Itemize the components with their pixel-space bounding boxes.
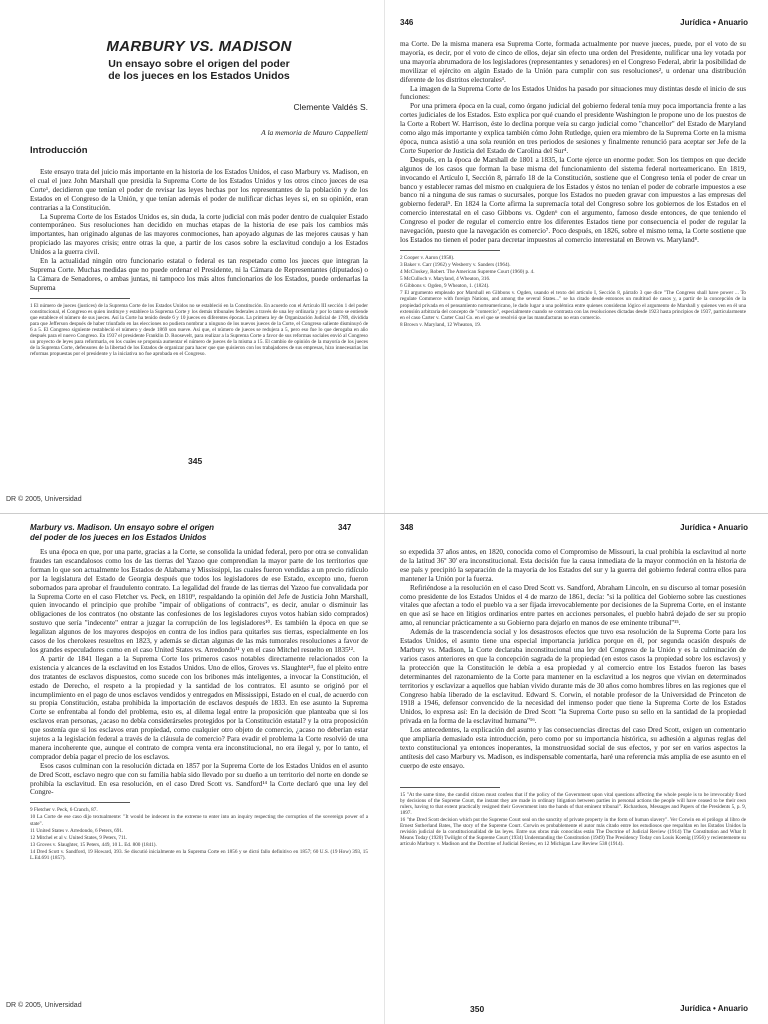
paragraph: Refiriéndose a la resolución en el caso Dred Scott vs. Sandford, Abraham Lincoln, en su discurso al tomar posesión como presidente de los Estados Unidos el 4 de marzo de 1861, decía: "si la política del Gobierno sobre las cuestiones vitales que afectan a todo el pueblo va a ser fijada irrevocablemente por decisiones de la Suprema Corte, en el instante en que así se hace en litigios ordinarios entre partes en acciones personales, el pueblo habrá dejado de ser su propio amo, al renunciar prácticamente a su Gobierno para dejarlo en manos de ese eminente tribunal"¹⁵. xyxy=(400,583,746,628)
footnote: 11 United States v. Arredondo, 6 Peters, 691. xyxy=(30,827,124,834)
footnote: 2 Cooper v. Aaron (1958). xyxy=(400,254,455,261)
footnote-rule xyxy=(30,298,130,299)
footnote-rule xyxy=(400,250,500,251)
footnote: 6 Gibbons v. Ogden, 9 Wheaton, 1. (1824). xyxy=(400,283,490,290)
running-head: Jurídica • Anuario xyxy=(680,1004,748,1013)
page-number: 348 xyxy=(400,523,414,532)
paragraph: La imagen de la Suprema Corte de los Estados Unidos ha pasado por situaciones muy distintas desde el inicio de sus funciones: xyxy=(400,84,746,102)
paragraph: Además de la trascendencia social y los desastrosos efectos que tuvo esa resolución de la Suprema Corte para los Estados Unidos, el asunto tiene una especial importancia jurídica porque en él, por segunda ocasión después de Marbury vs. Madison, la Corte declaraba inconstitucional una ley del Congreso de la Unión y es la culminación de varios casos anteriores en que la concepción sagrada de la propiedad (en estos casos la propiedad sobre los esclavos) y la protección que la Constitución le debía a esa propiedad y al comercio entre los Estados fueron las bases determinantes del razonamiento de la Corte para mantener en la esclavitud a los negros que vivían en determinados territorios y esclavizar a aquellos que habían vivido durante más de 30 años como hombres libres en las regiones que el Congreso había liberado de la esclavitud. Edward S. Corwin, el notable profesor de la Universidad de Princeton de 1918 a 1946, defensor convencido de la necesidad del inmenso poder que tiene la Suprema Corte de los Estados Unidos, lo expresa así: En la decisión de Dred Scott "la Suprema Corte puso su sello en la santidad de la propiedad privada en la forma de la esclavitud humana"¹⁶. xyxy=(400,628,746,726)
paragraph: Los antecedentes, la explicación del asunto y las consecuencias directas del caso Dred Scott, exigen un comentario que ampliaría demasiado esta introducción, pero como por su importancia histórica, su adhesión a algunas reglas del texto constitucional ya entonces inoperantes, la monstruosidad social de sus efectos, y por ser en varios aspectos la antítesis del caso Marbury vs. Madison, es indispensable comentarla, haré una referencia más amplia de ese asunto en el cuerpo de este ensayo. xyxy=(400,726,746,770)
running-head: Jurídica • Anuario xyxy=(680,18,748,27)
author: Clemente Valdés S. xyxy=(293,102,368,112)
footnote: 14 Dred Scott v. Sandford, 19 Howard, 393. Se discutió inicialmente en la Suprema Corte en 1856 y se dictó fallo definitivo en 1857; 60 U.S. (19 How) 393, 15 L.Ed.691 (1857). xyxy=(30,848,368,862)
page-345 xyxy=(30,30,368,470)
paragraph: Este ensayo trata del juicio más importante en la historia de los Estados Unidos, el caso Marbury vs. Madison, en el cual el juez John Marshall que presidía la Suprema Corte de los Estados Unidos y los otros cinco jueces de esa Corte¹, decidieron que tenían el poder de revisar las leyes hechas por los representantes de la población y de los Estados en el Congreso de la Unión, y que tenían además el poder de nulificar dichas leyes si, en su opinión, eran contrarias a la Constitución. xyxy=(30,168,368,212)
page-number: 346 xyxy=(400,18,414,27)
running-head-line-2: del poder de los jueces en los Estados Unidos xyxy=(30,533,207,542)
footnote: 10 La Corte de ese caso dijo textualmente: "It would be indecent in the extreme to enter into an inquiry respecting the corruption of the sovereign power of a state". xyxy=(30,814,368,827)
article-subtitle-line-1: Un ensayo sobre el origen del poder xyxy=(108,58,290,70)
paragraph: ma Corte. De la misma manera esa Suprema Corte, formada actualmente por nueve jueces, puede, por el voto de su mayoría, es decir, por el voto de cinco de ellos, dejar sin efecto una orden del Presidente, nulificar una ley votada por una mayoría abrumadora de los legisladores (representantes y senadores) en el Congreso Federal, abrir la posibilidad de movilizar el ejército en algún Estado de la Unión para cumplir con sus resoluciones², u ordenar una distribución diferente de los distritos electorales³. xyxy=(400,40,746,84)
section-heading: Introducción xyxy=(30,145,88,156)
footnote: 13 Groves v. Slaughter, 15 Peters, 449, 10 L. Ed. 800 (1841). xyxy=(30,841,157,848)
page-number: 345 xyxy=(188,456,203,466)
page-number: 347 xyxy=(338,523,352,532)
page-346 xyxy=(400,40,746,470)
paragraph: La Suprema Corte de los Estados Unidos es, sin duda, la corte judicial con más poder dentro de cualquier Estado contemporáneo. Sus resoluciones han decidido en muchas etapas de la historia de ese país los cambios más importantes, han originado algunas de las mayores conmociones, han apoyado algunas de las mejores causas y han propiciado las mayores crisis; entre otras la que, a partir de los casos sobre la esclavitud condujo a los Estados Unidos a la guerra civil. xyxy=(30,212,368,257)
paragraph: Esos casos culminan con la resolución dictada en 1857 por la Suprema Corte de los Estados Unidos en el asunto de Dred Scott, esclavo negro que con su familia había sido llevado por su dueño a un territorio del norte en donde se prohibía la esclavitud. En esa resolución, en el caso Dred Scott vs. Sandford¹⁴ la Corte declaró que una ley del Congre- xyxy=(30,761,368,797)
dedication: A la memoria de Mauro Cappelletti xyxy=(261,128,368,137)
footnote: 4 McCloskey, Robert. The American Supreme Court (1960) p. 4. xyxy=(400,269,535,276)
paragraph: A partir de 1841 llegan a la Suprema Corte los primeros casos notables directamente relacionados con la existencia y alcances de la esclavitud en los Estados Unidos. Uno de ellos, Groves vs. Slaughter¹³, fue el pleito entre dos tratantes de esclavos dispuestos, como sucede con los bribones más inteligentes, a invocar la Constitución, el estado de Derecho, el respeto a la propiedad y la santidad de los contratos. El asunto se originó por el incumplimiento en el pago de unos esclavos vendidos y entregados en Mississippi, Estado en el cual, de acuerdo con su propia Constitución, estaba prohibida la importación de esclavos después de 1833. En ese asunto la Suprema Corte se enfrentaba al fondo del problema, esto es, al dilema legal entre la proposición que planteaba que si los esclavos eran personas, ¿acaso no debía considerárseles protegidos por la Constitución estatal? y la otra proposición que sostenía que si los esclavos eran propiedad, como cualquier otro objeto de comercio, ¿acaso no deberían estar sujetos a la legislación federal a través de la cláusula de comercio? Para evadir el problema la Corte resolvió de una manera incoherente que, aunque el contrato de compra venta era inconstitucional, no era ilegal y, por lo tanto, el comprador debía pagar el precio de los esclavos. xyxy=(30,654,368,761)
footnote: 9 Fletcher v. Peck, 6 Cranch, 87. xyxy=(30,807,98,814)
paragraph: Después, en la época de Marshall de 1801 a 1835, la Corte ejerce un enorme poder. Son los tiempos en que decide algunos de los casos que forman la base misma del funcionamiento del sistema federal norteamericano. En 1819, invocando el Artículo I, Sección 8, párrafo 18 de la Constitución, sostiene que el Congreso tenía el poder de crear un banco y establecer ramas del mismo en cualquiera de los Estados y éstos no tenían el poder de cobrarle impuestos a ese banco ni a ninguna de sus ramas o sucursales, porque los Estados no pueden gravar con impuestos a las empresas del gobierno federal⁵. En 1824 la Corte afirma la supremacía total del Congreso sobre los gobiernos de los Estados en el comercio interestatal en el caso Gibbons vs. Ogden⁶ con el argumento, famoso desde entonces, de que teniendo el Congreso el poder de regular el comercio entre los diferentes Estados tiene por consecuencia el poder de regular la navegación, puesto que la navegación es comercio⁷. Poco después, en 1826, sobre el mismo tema, la Corte sostiene que los Estados no tienen el poder para decretar impuestos al comercio interestatal en Brown vs. Maryland⁸. xyxy=(400,155,746,244)
copyright-note: DR © 2005, Universidad xyxy=(6,1002,82,1009)
footnote: 16 "the Dred Scott decision which put the Supreme Court seal on the sanctity of private property in the form of human slavery". Ver Corwin en el prólogo al libro de Ernest Sutherland Bates, The story of the Supreme Court. Corwin es probablemente el autor más citado entre los estudiosos que respaldan en los Estados Unidos la revisión judicial de la constitucionalidad de las leyes. Entre sus obras más conocidas están The Doctrine of Judicial Review (1914) The Constitution and What It Means Today (1920) Twilight of the Supreme Court (1934) Understanding the Constitution (1949) The Presidency Today con Louis Koenig (1956) y recientemente su artículo Marbury v. Madison and the Doctrine of Judicial Review, en 12 Michigan Law Review 538 (1914). xyxy=(400,817,746,848)
page-number: 350 xyxy=(470,1004,485,1014)
footnote: 1 El número de jueces (justices) de la Suprema Corte de los Estados Unidos no se estableció en la Constitución. En acuerdo con el Artículo III sección 1 del poder constitucional, el Congreso es quien instituye y establece la Suprema Corte y los demás tribunales federales a través de una ley ordinaria y por lo tanto se entiende que establece el número de sus jueces. Así la Corte ha tenido desde 6 y 10 jueces en diferentes épocas. La primera ley de Organización Judicial de 1789, dividida para que Jefferson después de haber triunfado en las elecciones no pudiera nombrar a ninguno de los nuevos jueces de la Corte, el Congreso saliente disminuyó de 6 a 5. El Congreso siguiente restableció el número y desde 1869 son nueve. Así que, el número de jueces se redujera a 5, pero eso fue lo que derogaba en año después para el nuevo Congreso. En 1937 el presidente Franklin D. Roosevelt, para realizar a la Suprema Corte a favor de sus reformas sociales envió al Congreso un proyecto de leyes para reformarla, en los cuales se proponía aumentar el número de jueces de la misma a 15. El cambio de opinión de la mayoría de los jueces de la Suprema Corte, defensores de la libertad de los Estados de organizar para hacer que que quisieron con los trabajadores de sus empresas, hizo innecesarias las reformas propuestas por el presidente y la iniciativa no fue aprobada en el Congreso. xyxy=(30,302,368,358)
page-gutter xyxy=(384,0,385,1024)
paragraph: En la actualidad ningún otro funcionario estatal o federal es tan respetado como los jueces que integran la Suprema Corte. Muchas medidas que no puede ordenar el Presidente, ni la Cámara de Representantes (diputados) o la Cámara de Senadores, o ambas juntas, ni tampoco los más altos funcionarios de los Estados, puede ordenarlas la Suprema xyxy=(30,257,368,292)
page-348 xyxy=(400,548,746,994)
footnote: 5 McCulloch v. Maryland, 4 Wheaton, 316. xyxy=(400,276,491,283)
spread-divider xyxy=(0,513,768,514)
footnote: 8 Brown v. Maryland, 12 Wheaton, 19. xyxy=(400,321,482,328)
paragraph: so expedida 37 años antes, en 1820, conocida como el Compromiso de Missouri, la cual prohibía la esclavitud al norte de la latitud 36º 30' era inconstitucional. Esta decisión fue la causa inmediata de la mayor conmoción en la historia de ese país y precipitó la separación de la mayoría de los Estados del sur y la guerra del gobierno federal contra ellos para mantener la Unión por la fuerza. xyxy=(400,548,746,583)
footnote: 7 El argumento empleado por Marshall en Gibbons v. Ogden, usando el texto del artículo I, Sección 8, párrafo 3 que dice "The Congress shall have power ... To regulate Commerce with foreign Nations, and among the several States..." se ha citado desde entonces un multitud de casos y, a partir de la concepción de la propiedad privada en el pensamiento norteamericano, le dado lugar a una polémica entre quienes consideran lógico el argumento de Marshall y quienes ven en él una extensión arbitraria del concepto de "comercio", especialmente cuando se contrasta con las resoluciones dictadas desde 1923 hasta principios de 1937, particularmente en el caso Carter v. Carter Coal Co. en el que se resolvió que las manufacturas no eran comercio. xyxy=(400,290,746,321)
footnote: 15 "At the same time, the candid citizen must confess that if the policy of the Government upon vital questions affecting the whole people is to be irrevocably fixed by decisions of the Supreme Court, the instant they are made in ordinary litigation between parties in personal actions the people will have ceased to be their own rulers, having to that extent practically resigned their Government into the hands of that eminent tribunal". Richardson, Messages and Papers of the Presidents 5, p. 9, 1897. xyxy=(400,791,746,816)
footnote-rule xyxy=(30,802,130,803)
footnote: 3 Baker v. Carr (1962) y Wesberry v. Sanders (1964). xyxy=(400,261,511,268)
running-head: Jurídica • Anuario xyxy=(680,523,748,532)
footnote: 12 Mitchel et al v. United States, 9 Peters, 711. xyxy=(30,834,128,841)
running-head-line-1: Marbury vs. Madison. Un ensayo sobre el origen xyxy=(30,523,215,532)
paragraph: Por una primera época en la cual, como órgano judicial del gobierno federal tenía muy poca importancia frente a las cortes judiciales de los Estados. Esto explica por qué cuando el presidente Washington le propone uno de los puestos de la Corte a Robert W. Harrison, éste lo declina porque veía su cargo judicial como "chancellor" del Estado de Maryland como algo más importante y explica también cómo John Rutledge, quien era miembro de la Suprema Corte en la misma época, nunca asistió a una sola reunión en tres periodos de sesiones y finalmente renunció para aceptar ser Jefe de la Corte Superior de Justicia del Estado de Carolina del Sur⁴. xyxy=(400,102,746,155)
footnote-rule xyxy=(400,787,500,788)
article-subtitle-line-2: de los jueces en los Estados Unidos xyxy=(108,70,290,82)
article-title: MARBURY VS. MADISON xyxy=(106,38,292,55)
copyright-note: DR © 2005, Universidad xyxy=(6,496,82,503)
paragraph: Es una época en que, por una parte, gracias a la Corte, se consolida la unidad federal, pero por otra se convalidan fraudes tan escandalosos como los de las tierras del Yazoo que comprendían la mayor parte de los territorios que forman lo que son actualmente los Estados de Alabama y Mississippi, las cuales fueron vendidas a un precio ridículo por la legislatura del Estado de Georgia después que todos los legisladores de ese Estado, excepto uno, fueron sobornados para aprobar el fraudulento contrato. La legalidad del fraude de las tierras del Yazoo fue convalidada por la Suprema Corte en el caso Fletcher vs. Peck, en 1810⁹, respaldando la opinión del Jefe de Justicia John Marshall, quien invocando el principio que prohíbe "impair of obligations of contracts", es decir, anular o disminuir las obligaciones de los contratos (no obstante las confesiones de los legisladores cuyos votos habían sido comprados) sostuvo que sería "indecente" entrar a juzgar la corrupción de los legisladores¹⁰. Es también la época en que se legalizan algunos de los mayores despojos en contra de los indios para quitarles sus tierras, especialmente en los casos de los cherokees resueltos en 1823, y además se dictan algunas de las más tumorales resoluciones a favor de los grandes especuladores como en el caso United States vs. Arredondo¹¹ y en el caso Mitchel resuelto en 1835¹². xyxy=(30,548,368,654)
page-347 xyxy=(30,548,368,994)
